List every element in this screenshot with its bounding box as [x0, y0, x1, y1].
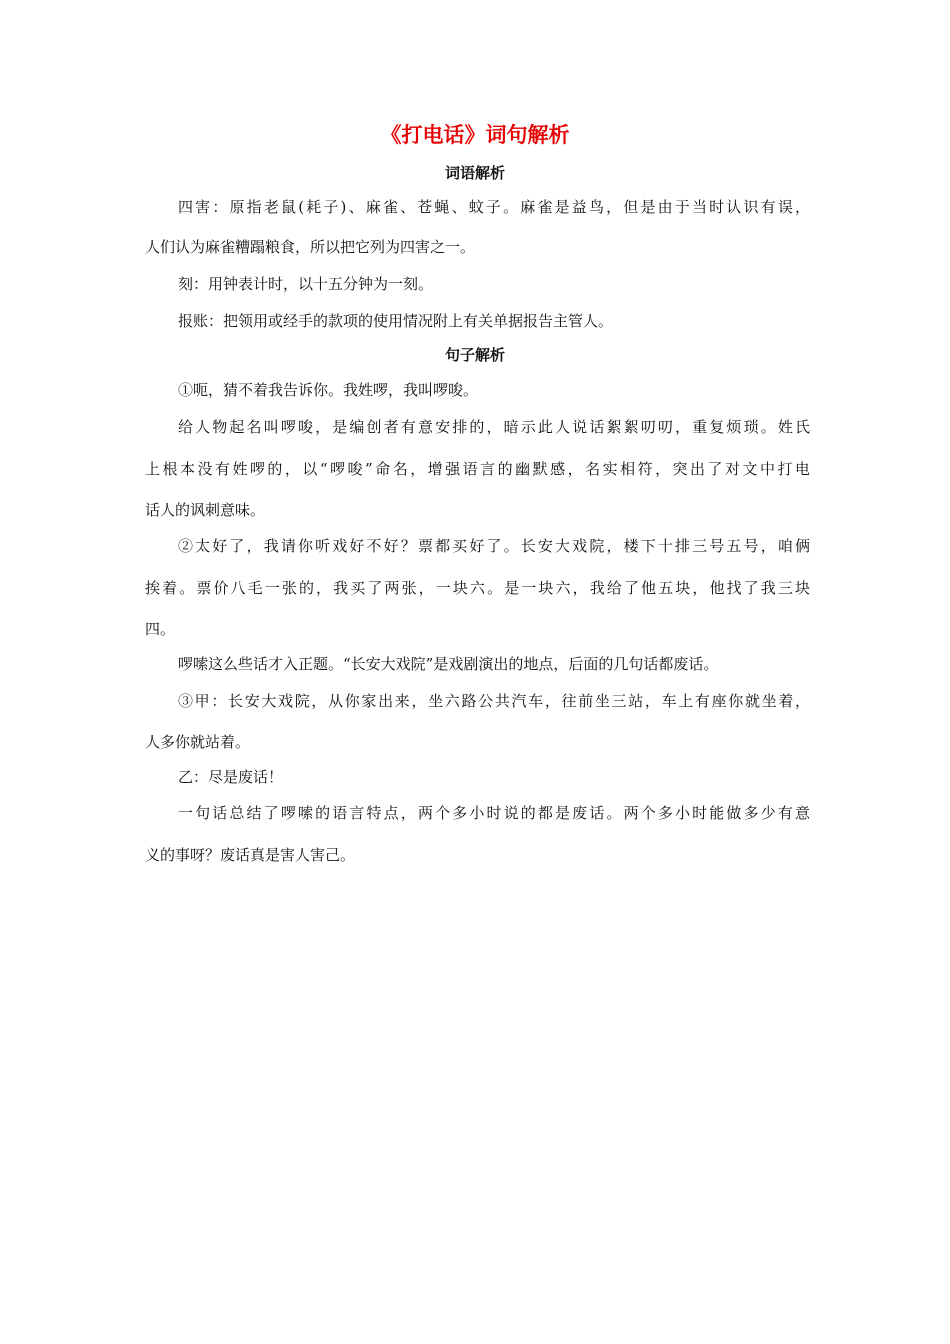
paragraph-line: 给人物起名叫啰唆，是编创者有意安排的，暗示此人说话絮絮叨叨，重复烦琐。姓氏	[178, 418, 810, 436]
document-title: 《打电话》词句解析	[380, 123, 570, 147]
paragraph-line: ②太好了，我请你听戏好不好？票都买好了。长安大戏院，楼下十排三号五号，咱俩	[178, 537, 810, 555]
paragraph-line: 一句话总结了啰嗦的语言特点，两个多小时说的都是废话。两个多小时能做多少有意	[178, 804, 810, 822]
paragraph-line: 挨着。票价八毛一张的，我买了两张，一块六。是一块六，我给了他五块，他找了我三块	[145, 579, 810, 597]
paragraph-line: 四。	[145, 620, 176, 638]
paragraph-line: 人多你就站着。	[145, 733, 251, 751]
section-heading-sentence-analysis: 句子解析	[444, 346, 505, 364]
paragraph-line: 上根本没有姓啰的，以“啰唆”命名，增强语言的幽默感，名实相符，突出了对文中打电	[145, 460, 810, 478]
paragraph-line: 啰嗦这么些话才入正题。“长安大戏院”是戏剧演出的地点，后面的几句话都废话。	[178, 655, 719, 673]
paragraph-line: 话人的讽刺意味。	[145, 501, 266, 519]
paragraph-line: ③甲：长安大戏院，从你家出来，坐六路公共汽车，往前坐三站，车上有座你就坐着，	[178, 692, 810, 710]
paragraph-line: 报账：把领用或经手的款项的使用情况附上有关单据报告主管人。	[178, 312, 614, 330]
paragraph-line: 义的事呀？废话真是害人害己。	[145, 846, 356, 864]
paragraph-line: 人们认为麻雀糟蹋粮食，所以把它列为四害之一。	[145, 238, 476, 256]
paragraph-line: 乙：尽是废话！	[178, 768, 284, 786]
section-heading-word-analysis: 词语解析	[444, 164, 505, 182]
paragraph-line: 四害：原指老鼠(耗子)、麻雀、苍蝇、蚊子。麻雀是益鸟，但是由于当时认识有误，	[178, 198, 810, 216]
paragraph-line: 刻：用钟表计时，以十五分钟为一刻。	[178, 275, 434, 293]
paragraph-line: ①呃，猜不着我告诉你。我姓啰，我叫啰唆。	[178, 381, 479, 399]
